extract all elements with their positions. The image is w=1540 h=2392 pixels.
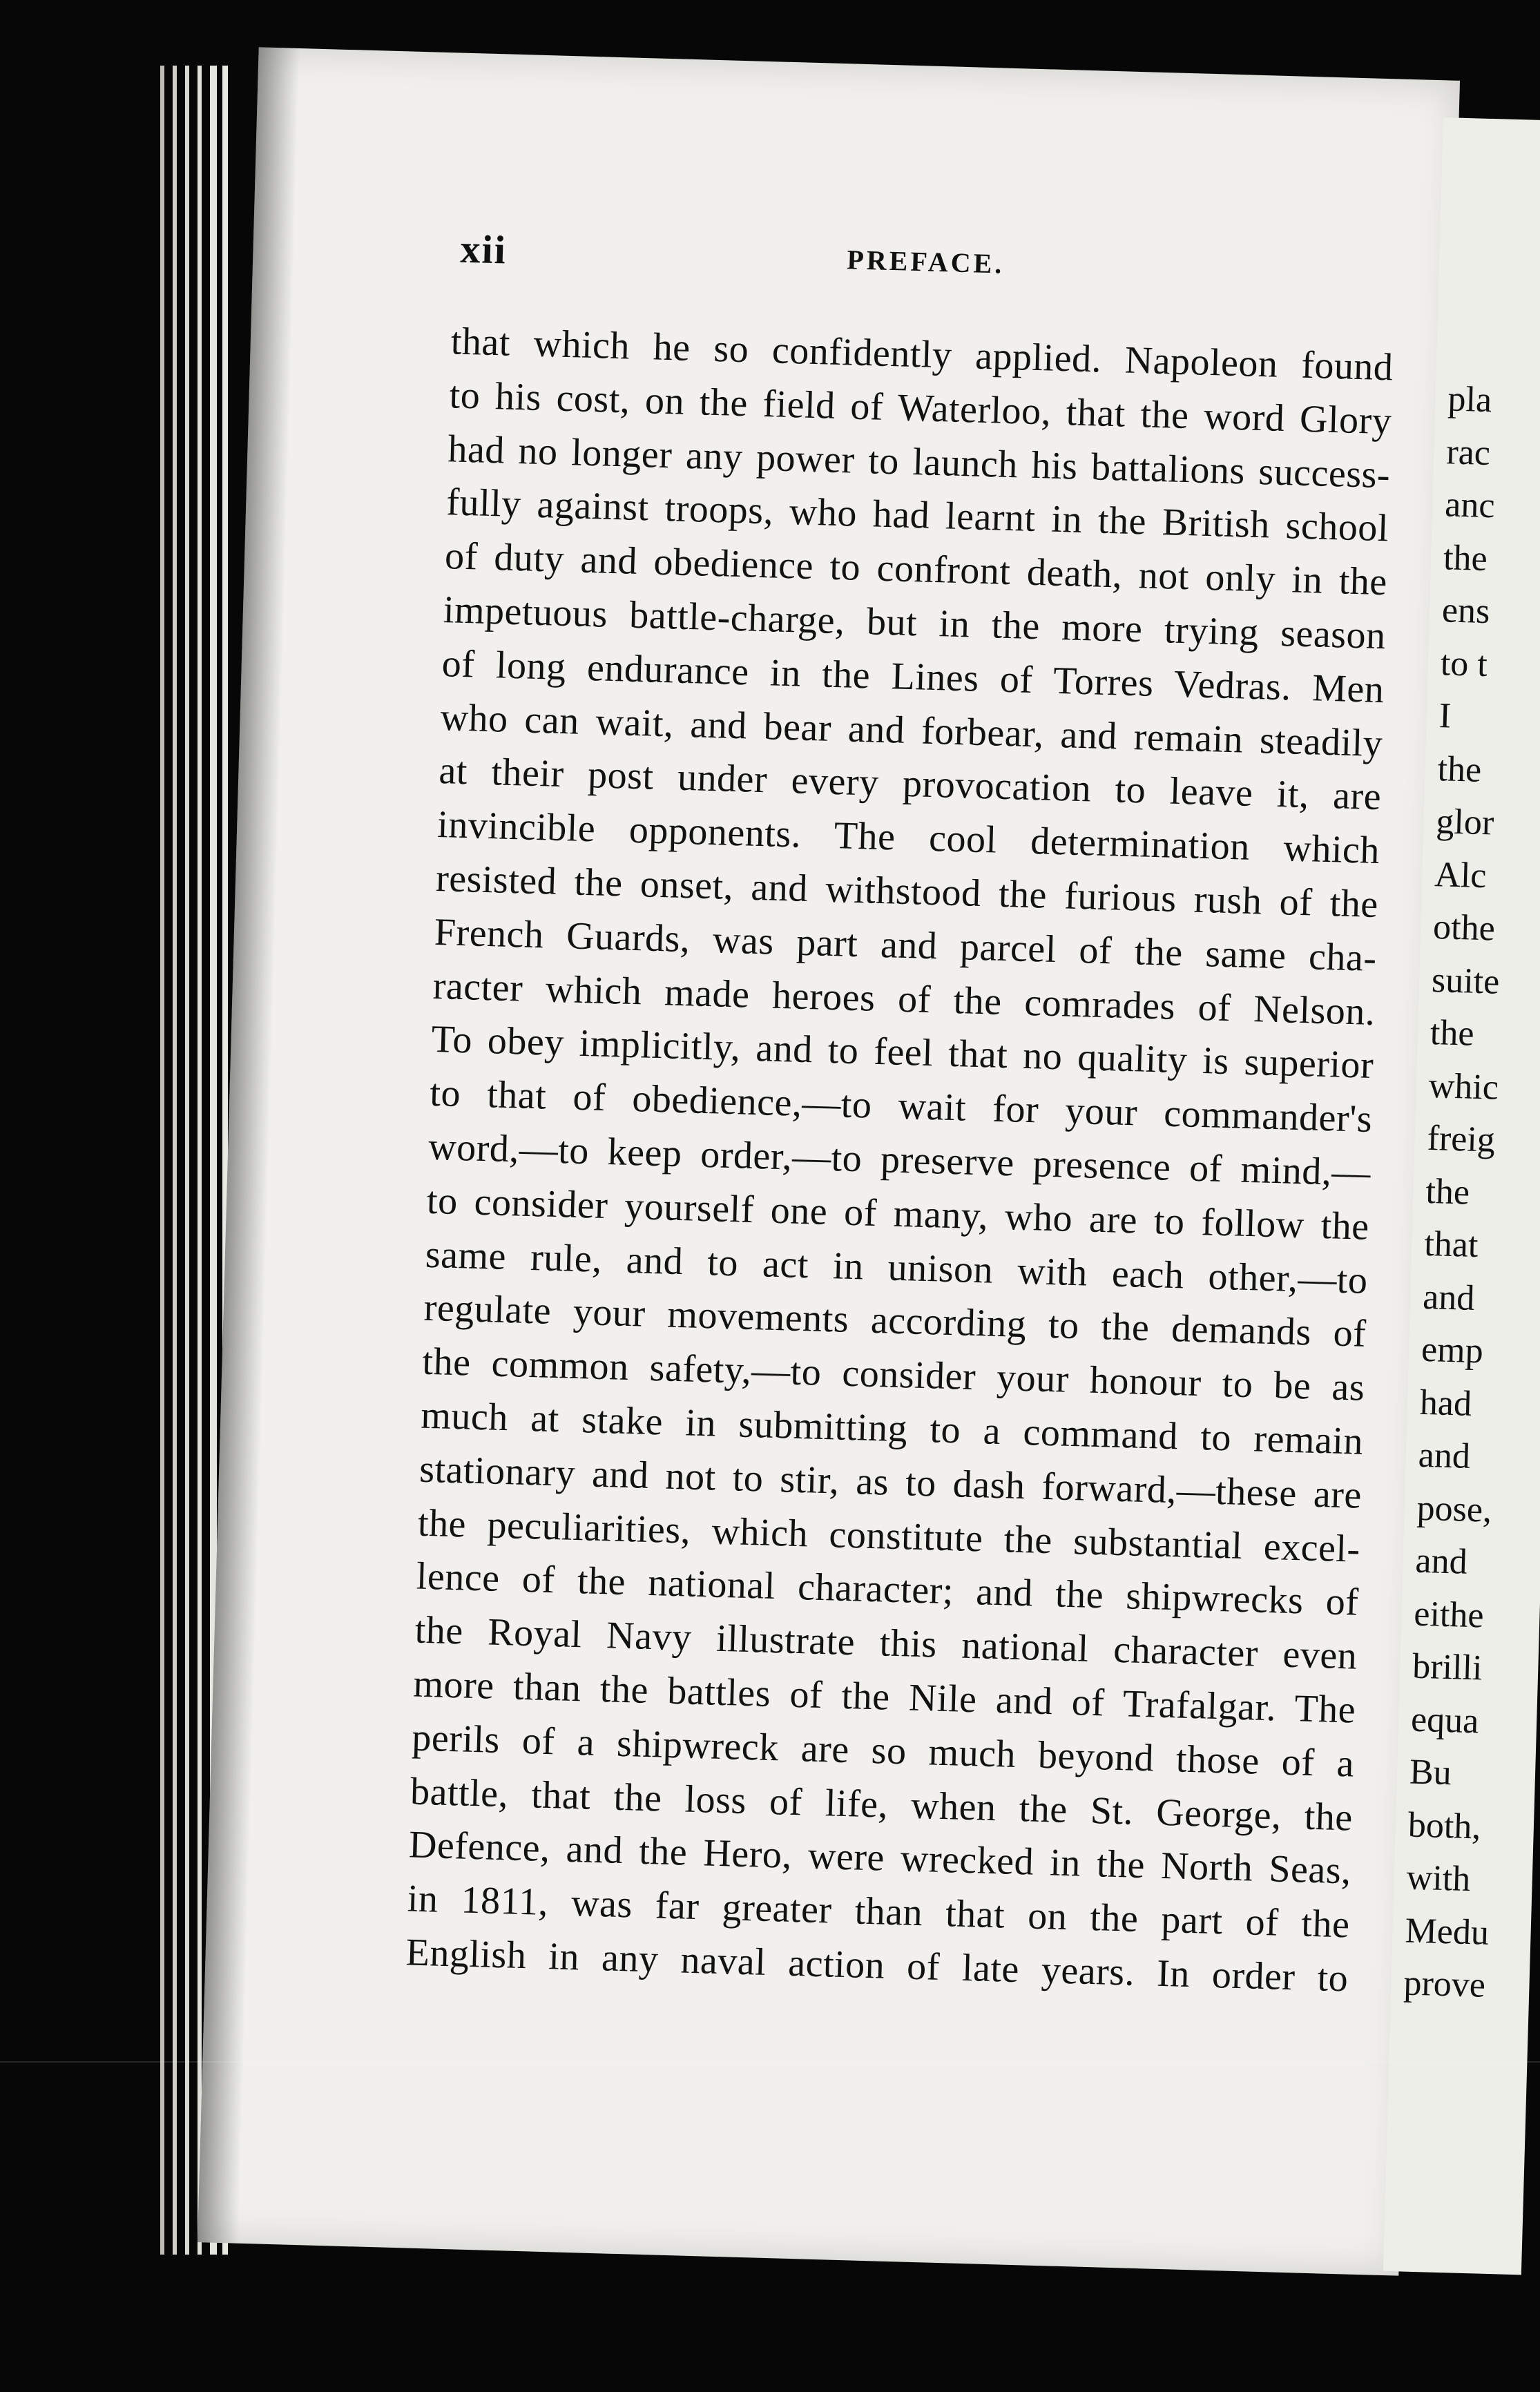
facing-text-fragment: that [1423, 1224, 1479, 1266]
text-line: who can wait, and bear and forbear, and remain steadily [439, 695, 1384, 765]
text-line: invincible opponents. The cool determination which [436, 803, 1380, 873]
text-line: in 1811, was far greater than that on the part of the [407, 1877, 1351, 1947]
facing-text-fragment: the [1425, 1171, 1470, 1213]
page-header [460, 226, 1393, 300]
facing-text-fragment: and [1422, 1277, 1476, 1318]
facing-text-fragment: had [1419, 1382, 1472, 1424]
text-line: battle, that the loss of life, when the St. George, the [410, 1769, 1354, 1840]
text-line: the peculiarities, which constitute the substantial excel- [417, 1501, 1361, 1571]
left-page [198, 47, 1460, 2275]
text-line: at their post under every provocation to leave it, are [438, 749, 1382, 819]
facing-text-fragment: prove [1403, 1963, 1486, 2005]
text-line: English in any naval action of late years. In order to [405, 1931, 1349, 2000]
facing-text-fragment: whic [1428, 1065, 1499, 1108]
text-line: had no longer any power to launch his battalions success- [447, 427, 1391, 496]
text-line: that which he so confidently applied. Napoleon found [450, 320, 1394, 389]
facing-text-fragment: glor [1435, 802, 1495, 843]
page-number: xii [459, 226, 508, 273]
facing-text-fragment: Bu [1409, 1752, 1452, 1793]
facing-text-fragment: both, [1407, 1805, 1482, 1846]
page-edge [185, 66, 189, 2255]
page-edge [173, 66, 177, 2255]
running-head: PREFACE. [846, 244, 1005, 280]
text-line: the Royal Navy illustrate this national character even [414, 1608, 1358, 1678]
text-line: fully against troops, who had learnt in the British school [445, 481, 1389, 550]
facing-text-fragment: emp [1421, 1329, 1484, 1371]
text-line: to that of obedience,—to wait for your commander's [429, 1072, 1373, 1141]
text-line: perils of a shipwreck are so much beyond those of a [411, 1716, 1355, 1786]
facing-text-fragment: to t [1440, 643, 1488, 684]
facing-text-fragment: pose, [1416, 1488, 1492, 1530]
text-line: of long endurance in the Lines of Torres Vedras. Men [441, 642, 1385, 711]
facing-text-fragment: Medu [1404, 1910, 1490, 1953]
facing-text-fragment: Alc [1434, 854, 1488, 896]
text-line: more than the battles of the Nile and of Trafalgar. The [412, 1662, 1356, 1732]
text-line: Defence, and the Hero, were wrecked in the North Seas, [408, 1823, 1352, 1893]
facing-text-fragment: the [1430, 1012, 1475, 1054]
facing-text-fragment: the [1443, 537, 1488, 579]
facing-text-fragment: and [1418, 1435, 1471, 1476]
text-line: impetuous battle-charge, but in the more trying season [443, 588, 1387, 658]
text-line: to his cost, on the field of Waterloo, that the word Glory [448, 374, 1393, 443]
facing-text-fragment: freig [1426, 1118, 1496, 1160]
text-line: racter which made heroes of the comrades of Nelson. [432, 964, 1376, 1034]
text-line: To obey implicitly, and to feel that no quality is superior [430, 1018, 1375, 1088]
text-line: the common safety,—to consider your honour to be as [421, 1340, 1366, 1409]
scan-artifact-line [0, 2061, 1540, 2063]
page-edge [160, 66, 164, 2255]
text-line: to consider yourself one of many, who are to follow the [426, 1179, 1370, 1248]
facing-text-fragment: anc [1444, 485, 1496, 526]
facing-text-fragment: brilli [1412, 1646, 1483, 1688]
text-line: regulate your movements according to the demands of [423, 1286, 1367, 1356]
facing-text-fragment: suite [1431, 960, 1501, 1002]
facing-text-fragment: I [1438, 696, 1452, 736]
text-line: stationary and not to stir, as to dash forward,—these are [418, 1447, 1363, 1517]
facing-text-fragment: ens [1441, 590, 1491, 632]
facing-text-fragment: and [1414, 1541, 1468, 1582]
facing-text-fragment: the [1436, 749, 1482, 790]
facing-text-fragment: pla [1447, 379, 1492, 421]
facing-text-fragment: equa [1410, 1699, 1480, 1741]
text-line: much at stake in submitting to a command to remain [420, 1393, 1364, 1463]
text-line: word,—to keep order,—to preserve presence of mind,— [427, 1125, 1371, 1195]
facing-text-fragment: rac [1445, 432, 1491, 473]
facing-text-fragment: eithe [1413, 1594, 1485, 1635]
text-line: of duty and obedience to confront death, not only in the [444, 534, 1388, 604]
page-edge [198, 66, 202, 2255]
text-line: resisted the onset, and withstood the furious rush of the [435, 856, 1379, 927]
body-text [405, 315, 1394, 2006]
text-line: lence of the national character; and the shipwrecks of [416, 1554, 1360, 1624]
facing-text-fragment: othe [1432, 907, 1496, 949]
facing-text-fragment: with [1406, 1858, 1472, 1900]
text-line: same rule, and to act in unison with each other,—to [425, 1233, 1369, 1302]
text-line: French Guards, was part and parcel of the same cha- [434, 910, 1378, 980]
